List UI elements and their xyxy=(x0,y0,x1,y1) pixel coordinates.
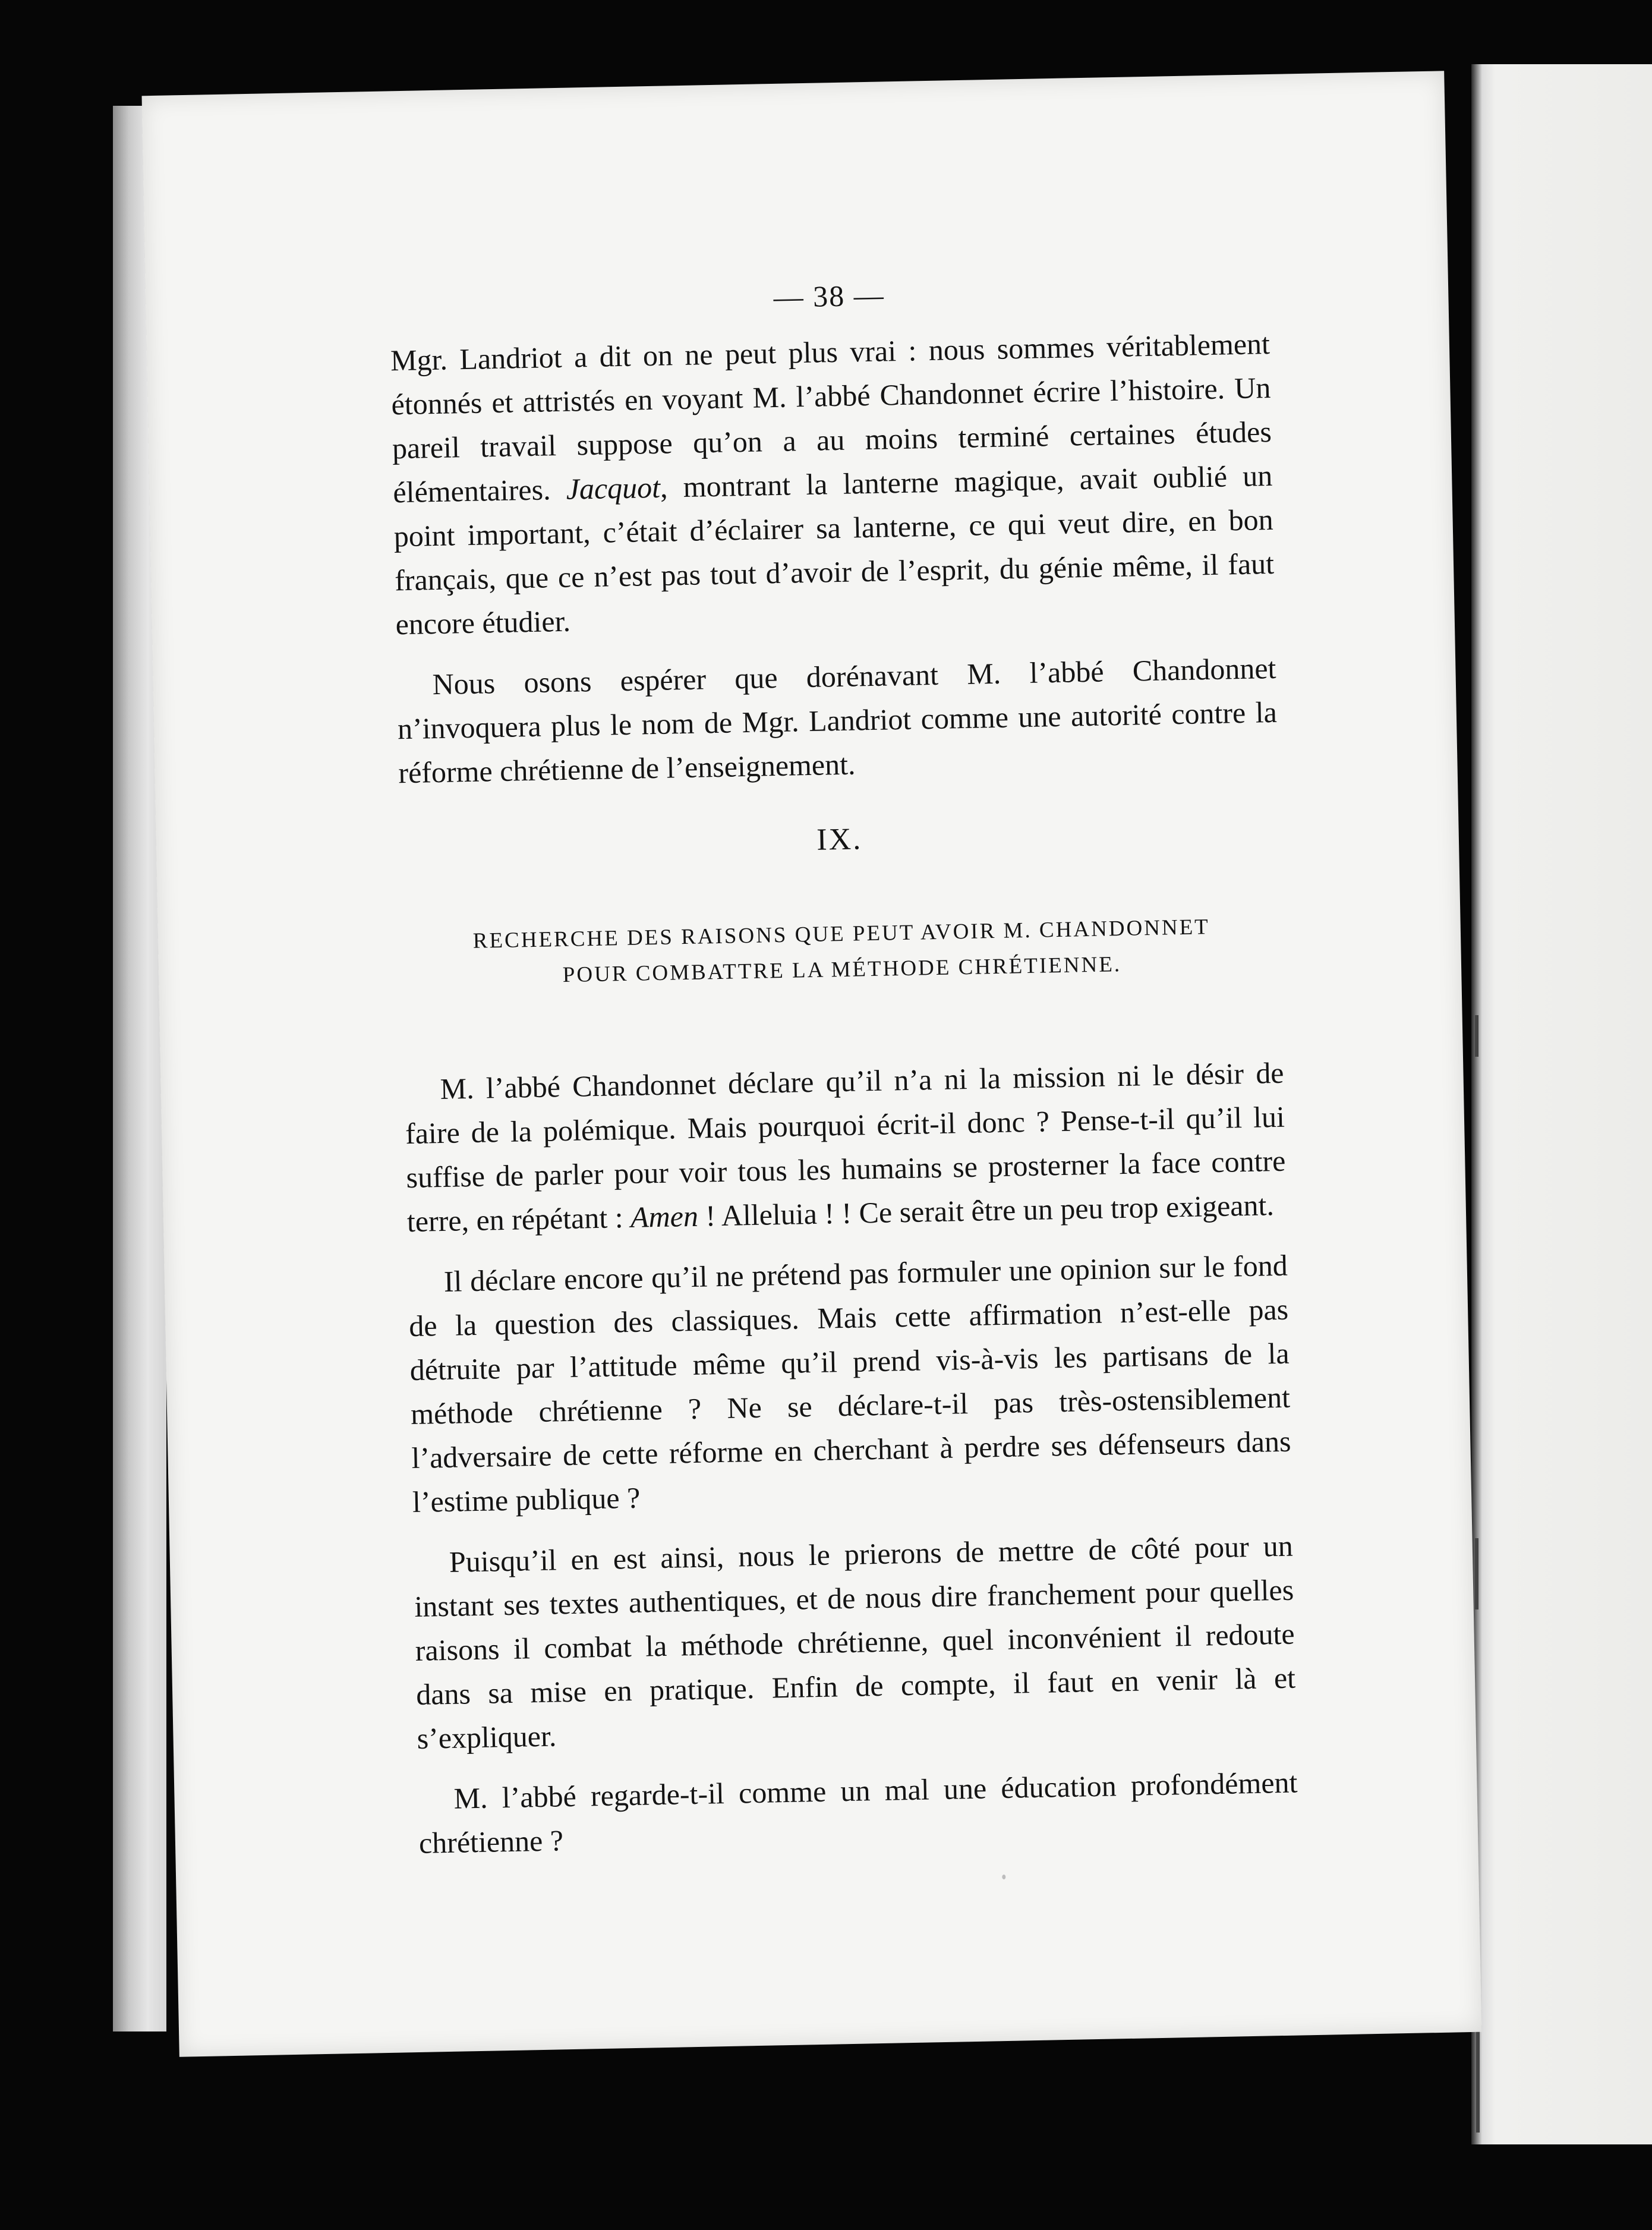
paragraph-3-text-b: ! Alleluia ! ! Ce serait être un peu trop exigeant. xyxy=(698,1188,1275,1233)
section-number: IX. xyxy=(816,822,863,857)
paragraph-3 xyxy=(404,1051,1287,1243)
book-page xyxy=(142,71,1482,2056)
paragraph-3-italic: Amen xyxy=(630,1199,699,1234)
adjacent-page-mark xyxy=(1475,1538,1478,1609)
paragraph-1-text-a: Mgr. Landriot a dit on ne peut plus vrai : nous sommes véritablement étonnés et attristés en voyant M. l’abbé Chandonnet écrire l’histoire. Un pareil travail suppose qu’on a au moins terminé certaines études élémentaires. xyxy=(390,326,1272,509)
paragraph-1-italic: Jacquot xyxy=(566,470,661,506)
paragraph-4: Il déclare encore qu’il ne prétend pas formuler une opinion sur le fond de la question des classiques. Mais cette affirmation n’est-elle pas détruite par l’attitude même qu’il prend vis-à-vis les partisans de la méthode chrétienne ? Ne se déclare-t-il pas très-ostensiblement l’adversaire de cette réforme en cherchant à perdre ses défenseurs dans l’estime publique ? xyxy=(408,1248,1291,1519)
paragraph-2: Nous osons espérer que dorénavant M. l’abbé Chandonnet n’invoquera plus le nom de Mgr. Landriot comme une autorité contre la réforme chrétienne de l’enseignement. xyxy=(397,651,1278,790)
paragraph-5: Puisqu’il en est ainsi, nous le prierons de mettre de côté pour un instant ses textes authentiques, et de nous dire franchement pour quelles raisons il combat la méthode chrétienne, quel inconvénient il redoute dans sa mise en pratique. Enfin de compte, il faut en venir là et s’expliquer. xyxy=(414,1529,1296,1755)
page-text-block xyxy=(389,270,1299,1882)
section-title xyxy=(401,908,1282,996)
paragraph-1 xyxy=(390,322,1275,646)
page-number: — 38 — xyxy=(773,278,885,314)
paragraph-3-text-a: M. l’abbé Chandonnet déclare qu’il n’a ni la mission ni le désir de faire de la polémique. Mais pourquoi écrit-il donc ? Pense-t-il qu’il lui suffise de parler pour voir tous les humains se prosterner la face contre terre, en répétant : xyxy=(405,1056,1286,1239)
adjacent-page-mark xyxy=(1475,1015,1478,1057)
adjacent-page xyxy=(1471,64,1652,2144)
paragraph-6: M. l’abbé regarde-t-il comme un mal une éducation profondément chrétienne ? xyxy=(418,1765,1298,1860)
section-title-line-2: POUR COMBATTRE LA MÉTHODE CHRÉTIENNE. xyxy=(562,952,1122,988)
paper-speck xyxy=(1002,1875,1005,1879)
section-title-line-1: RECHERCHE DES RAISONS QUE PEUT AVOIR M. CHANDONNET xyxy=(472,915,1210,953)
paragraph-1-text-b: , montrant la lanterne magique, avait oublié un point important, c’était d’éclairer sa lanterne, ce qui veut dire, en bon français, que ce n’est pas tout d’avoir de l’esprit, du génie même, il faut encore étudier. xyxy=(393,458,1275,641)
